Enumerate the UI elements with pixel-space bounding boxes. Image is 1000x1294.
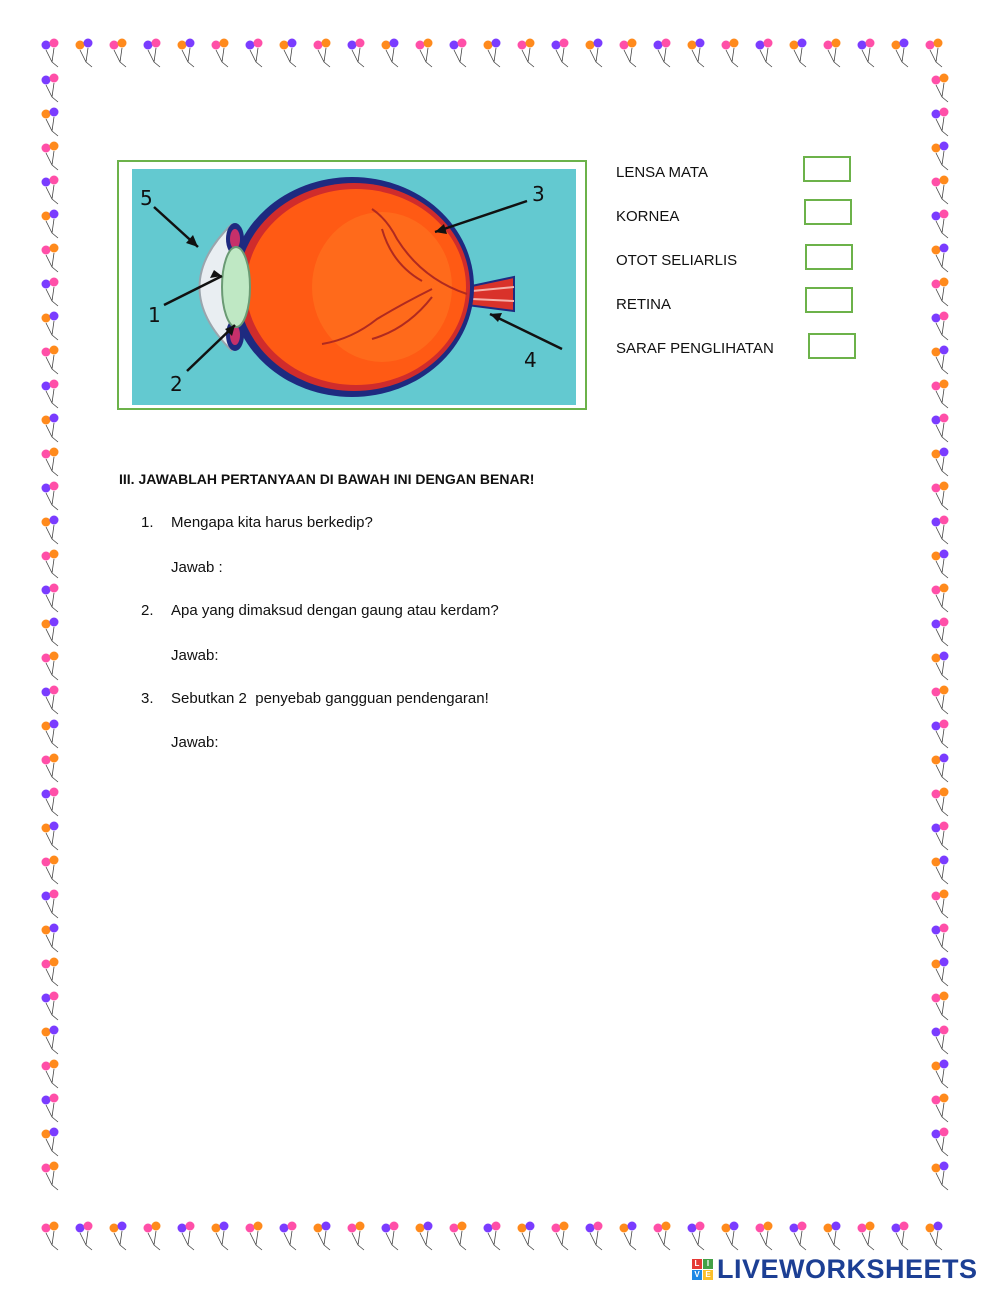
liveworksheets-text: LIVEWORKSHEETS: [717, 1253, 978, 1284]
balloon-icon: [144, 39, 161, 68]
balloon-icon: [42, 550, 59, 579]
balloon-icon: [932, 346, 949, 375]
balloon-icon: [42, 1128, 59, 1157]
balloon-icon: [76, 1222, 93, 1251]
answer-label-2: Jawab:: [171, 647, 219, 664]
diagram-number-2: 2: [170, 372, 183, 396]
balloon-icon: [932, 822, 949, 851]
label-retina: RETINA: [616, 296, 672, 313]
balloon-icon: [450, 1222, 467, 1251]
balloon-icon: [246, 39, 263, 68]
balloon-icon: [932, 618, 949, 647]
balloon-icon: [892, 39, 909, 68]
balloon-icon: [586, 39, 603, 68]
balloon-icon: [932, 584, 949, 613]
balloon-icon: [42, 176, 59, 205]
balloon-icon: [382, 1222, 399, 1251]
balloon-icon: [76, 39, 93, 68]
balloon-icon: [688, 39, 705, 68]
balloon-icon: [42, 74, 59, 103]
balloon-icon: [416, 1222, 433, 1251]
balloon-icon: [892, 1222, 909, 1251]
question-number: 3.: [141, 690, 154, 707]
balloon-icon: [932, 856, 949, 885]
balloon-icon: [110, 39, 127, 68]
balloon-icon: [484, 39, 501, 68]
balloon-icon: [348, 1222, 365, 1251]
question-text: Apa yang dimaksud dengan gaung atau kerdam?: [171, 602, 499, 619]
balloon-icon: [42, 380, 59, 409]
balloon-icon: [756, 39, 773, 68]
balloon-icon: [42, 686, 59, 715]
answer-label-1: Jawab :: [171, 559, 223, 576]
balloon-icon: [42, 618, 59, 647]
balloon-icon: [42, 584, 59, 613]
balloon-icon: [42, 414, 59, 443]
balloon-icon: [932, 1026, 949, 1055]
balloon-icon: [858, 1222, 875, 1251]
balloon-icon: [932, 108, 949, 137]
balloon-icon: [932, 1060, 949, 1089]
balloon-icon: [450, 39, 467, 68]
label-kornea: KORNEA: [616, 208, 680, 225]
question-text: Sebutkan 2 penyebab gangguan pendengaran!: [171, 690, 489, 707]
balloon-icon: [932, 720, 949, 749]
balloon-icon: [42, 346, 59, 375]
logo-letter: L: [692, 1259, 702, 1269]
balloon-icon: [348, 39, 365, 68]
balloon-icon: [212, 39, 229, 68]
balloon-icon: [42, 924, 59, 953]
label-lensa-mata: LENSA MATA: [616, 164, 708, 181]
balloon-icon: [654, 39, 671, 68]
balloon-icon: [932, 312, 949, 341]
balloon-icon: [932, 992, 949, 1021]
balloon-icon: [620, 39, 637, 68]
diagram-number-4: 4: [524, 348, 537, 372]
answer-label-3: Jawab:: [171, 734, 219, 751]
label-otot-seliarlis: OTOT SELIARLIS: [616, 252, 738, 269]
balloon-icon: [932, 176, 949, 205]
balloon-icon: [416, 39, 433, 68]
balloon-icon: [42, 754, 59, 783]
liveworksheets-logo: [692, 1254, 978, 1284]
balloon-icon: [382, 39, 399, 68]
balloon-icon: [722, 1222, 739, 1251]
balloon-icon: [314, 39, 331, 68]
balloon-icon: [932, 550, 949, 579]
balloon-icon: [932, 516, 949, 545]
logo-letter: I: [703, 1259, 713, 1269]
question-1: [141, 514, 373, 531]
balloon-icon: [314, 1222, 331, 1251]
balloon-icon: [42, 278, 59, 307]
balloon-icon: [552, 1222, 569, 1251]
balloon-icon: [926, 39, 943, 68]
question-number: 1.: [141, 514, 154, 531]
balloon-icon: [932, 380, 949, 409]
balloon-icon: [42, 890, 59, 919]
balloon-icon: [932, 278, 949, 307]
balloon-icon: [280, 1222, 297, 1251]
diagram-number-5: 5: [140, 186, 153, 210]
balloon-icon: [42, 312, 59, 341]
balloon-icon: [932, 958, 949, 987]
balloon-icon: [42, 992, 59, 1021]
answer-box-otot-seliarlis[interactable]: [805, 244, 853, 270]
balloon-icon: [178, 1222, 195, 1251]
balloon-icon: [620, 1222, 637, 1251]
balloon-icon: [42, 1060, 59, 1089]
balloon-icon: [246, 1222, 263, 1251]
answer-box-kornea[interactable]: [804, 199, 852, 225]
balloon-icon: [932, 482, 949, 511]
balloon-icon: [688, 1222, 705, 1251]
balloon-icon: [552, 39, 569, 68]
balloon-icon: [756, 1222, 773, 1251]
balloon-icon: [212, 1222, 229, 1251]
balloon-icon: [42, 210, 59, 239]
balloon-icon: [926, 1222, 943, 1251]
question-text: Mengapa kita harus berkedip?: [171, 514, 373, 531]
balloon-icon: [932, 1128, 949, 1157]
balloon-icon: [42, 1026, 59, 1055]
balloon-icon: [42, 720, 59, 749]
logo-letter: E: [703, 1270, 713, 1280]
balloon-icon: [42, 448, 59, 477]
balloon-icon: [484, 1222, 501, 1251]
balloon-icon: [42, 822, 59, 851]
balloon-icon: [42, 958, 59, 987]
answer-box-lensa-mata[interactable]: [803, 156, 851, 182]
balloon-icon: [42, 856, 59, 885]
balloon-icon: [654, 1222, 671, 1251]
balloon-icon: [42, 788, 59, 817]
balloon-icon: [42, 1162, 59, 1191]
balloon-icon: [932, 142, 949, 171]
balloon-icon: [932, 788, 949, 817]
balloon-icon: [932, 414, 949, 443]
balloon-icon: [42, 108, 59, 137]
balloon-icon: [178, 39, 195, 68]
question-3: [141, 690, 489, 707]
balloon-icon: [518, 39, 535, 68]
balloon-icon: [932, 210, 949, 239]
balloon-icon: [932, 74, 949, 103]
balloon-icon: [42, 1094, 59, 1123]
balloon-icon: [932, 448, 949, 477]
balloon-icon: [824, 39, 841, 68]
balloon-icon: [932, 244, 949, 273]
balloon-icon: [824, 1222, 841, 1251]
balloon-icon: [932, 1162, 949, 1191]
section-heading: III. JAWABLAH PERTANYAAN DI BAWAH INI DENGAN BENAR!: [119, 471, 535, 487]
balloon-icon: [722, 39, 739, 68]
balloon-icon: [42, 142, 59, 171]
diagram-number-3: 3: [532, 182, 545, 206]
balloon-icon: [858, 39, 875, 68]
answer-box-saraf-penglihatan[interactable]: [808, 333, 856, 359]
eye-diagram-frame: [117, 160, 587, 410]
balloon-icon: [586, 1222, 603, 1251]
balloon-icon: [932, 652, 949, 681]
balloon-icon: [932, 1094, 949, 1123]
question-number: 2.: [141, 602, 154, 619]
balloon-icon: [518, 1222, 535, 1251]
balloon-icon: [790, 1222, 807, 1251]
liveworksheets-icon: [692, 1259, 713, 1280]
balloon-icon: [932, 924, 949, 953]
balloon-icon: [144, 1222, 161, 1251]
balloon-icon: [42, 1222, 59, 1251]
balloon-icon: [280, 39, 297, 68]
logo-letter: V: [692, 1270, 702, 1280]
balloon-icon: [110, 1222, 127, 1251]
eye-diagram: [132, 169, 576, 405]
balloon-icon: [42, 482, 59, 511]
balloon-icon: [790, 39, 807, 68]
balloon-icon: [932, 686, 949, 715]
balloon-icon: [932, 890, 949, 919]
balloon-icon: [42, 652, 59, 681]
balloon-icon: [42, 244, 59, 273]
balloon-icon: [42, 39, 59, 68]
label-saraf-penglihatan: SARAF PENGLIHATAN: [616, 340, 774, 357]
answer-box-retina[interactable]: [805, 287, 853, 313]
diagram-number-1: 1: [148, 303, 161, 327]
question-2: [141, 602, 499, 619]
balloon-icon: [932, 754, 949, 783]
balloon-icon: [42, 516, 59, 545]
